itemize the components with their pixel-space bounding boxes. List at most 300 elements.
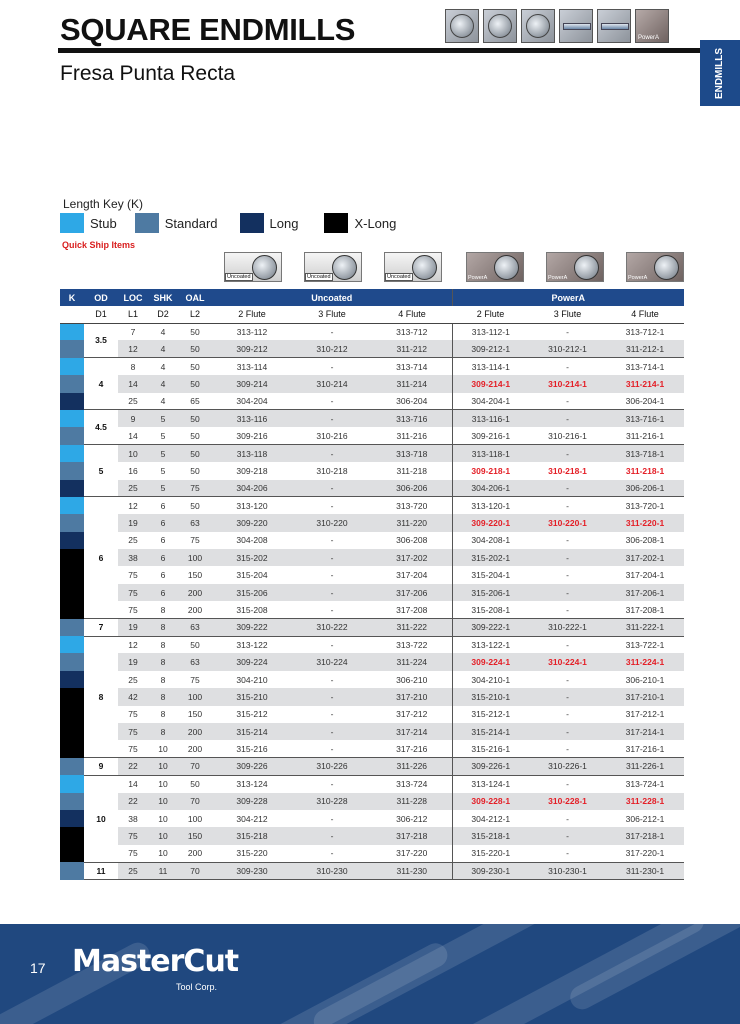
- edp-cell: 311-212-1: [606, 340, 684, 357]
- edp-cell: 313-718: [372, 445, 452, 462]
- edp-cell: 315-212: [236, 709, 268, 720]
- l2-cell: 150: [187, 570, 203, 581]
- edp-cell: 317-214: [372, 723, 452, 740]
- d2-cell: 4: [148, 393, 178, 410]
- l2-cell: 70: [178, 793, 212, 810]
- length-key-swatch: [60, 740, 84, 757]
- l2-cell: 100: [178, 688, 212, 705]
- endmill-3flute-icon: [483, 9, 517, 43]
- endmill-spec-table: [60, 289, 684, 880]
- edp-cell: 304-210-1: [452, 671, 529, 688]
- edp-cell: 309-212-1: [452, 340, 529, 357]
- l1-cell: 75: [118, 740, 148, 757]
- edp-cell: 311-222-1: [606, 619, 684, 636]
- edp-cell: 310-226-1: [529, 758, 606, 775]
- edp-cell: 304-208: [236, 535, 268, 546]
- length-key-swatch: [60, 549, 84, 566]
- d2-cell: 6: [148, 584, 178, 601]
- edp-cell: -: [292, 480, 372, 497]
- l1-cell: 38: [128, 813, 138, 824]
- edp-cell: 317-204-1: [625, 570, 665, 581]
- edp-cell: 311-224-1: [606, 653, 684, 670]
- edp-cell: 313-724: [396, 779, 428, 790]
- edp-cell: 313-124-1: [452, 775, 529, 792]
- table-row: [60, 358, 684, 375]
- edp-cell: 317-202-1: [606, 549, 684, 566]
- length-key-swatch: [60, 636, 84, 653]
- edp-cell: 309-224-1: [452, 653, 529, 670]
- edp-cell: 315-208: [212, 601, 292, 618]
- edp-cell: -: [330, 361, 334, 372]
- d2-cell: 4: [148, 340, 178, 357]
- edp-cell: 315-210: [212, 688, 292, 705]
- edp-cell: 317-216-1: [606, 740, 684, 757]
- edp-cell: 309-218-1: [452, 462, 529, 479]
- d2-cell: 6: [148, 514, 178, 531]
- length-key-swatch: [60, 775, 84, 792]
- edp-cell: 313-712-1: [625, 326, 665, 337]
- length-key-swatch: [60, 427, 84, 444]
- d2-cell: 8: [148, 723, 178, 740]
- edp-cell: 306-206: [372, 480, 452, 497]
- l1-cell: 75: [118, 723, 148, 740]
- edp-cell: 310-224-1: [529, 653, 606, 670]
- l1-cell: 22: [118, 758, 148, 775]
- d2-cell: 5: [160, 465, 166, 476]
- od-cell: 4: [84, 358, 118, 410]
- edp-cell: 304-206-1: [452, 480, 529, 497]
- length-key-swatch: [60, 497, 84, 514]
- length-key-swatch: [60, 514, 84, 531]
- d2-cell: 5: [148, 427, 178, 444]
- edp-cell: 306-208: [396, 535, 428, 546]
- l2-cell: 150: [187, 709, 203, 720]
- l1-cell: 42: [118, 688, 148, 705]
- l2-cell: 75: [190, 674, 200, 685]
- edp-cell: -: [566, 813, 569, 824]
- od-cell: 6: [84, 497, 118, 619]
- length-key-swatch: [60, 810, 84, 827]
- edp-cell: 309-218: [236, 465, 268, 476]
- d2-cell: 8: [148, 619, 178, 636]
- table-row: [60, 827, 684, 844]
- l2-cell: 50: [178, 427, 212, 444]
- edp-cell: 311-228: [372, 793, 452, 810]
- length-key-swatch: [60, 845, 84, 862]
- edp-cell: 317-204: [396, 570, 428, 581]
- edp-cell: -: [292, 393, 372, 410]
- l1-cell: 38: [118, 549, 148, 566]
- l2-cell: 50: [190, 326, 200, 337]
- table-row: [60, 410, 684, 427]
- l2-cell: 150: [178, 827, 212, 844]
- edp-cell: 311-226-1: [606, 758, 684, 775]
- subhead-uncoated-2flute: 2 Flute: [212, 306, 292, 323]
- edp-cell: 311-218: [396, 465, 428, 476]
- edp-cell: 315-216-1: [452, 740, 529, 757]
- edp-cell: -: [566, 361, 569, 372]
- table-row: [60, 653, 684, 670]
- edp-cell: 309-226-1: [452, 758, 529, 775]
- edp-cell: 313-720-1: [625, 500, 665, 511]
- l1-cell: 75: [128, 709, 138, 720]
- edp-cell: -: [330, 535, 334, 546]
- subhead-l2: L2: [178, 306, 212, 323]
- edp-cell: 315-206-1: [452, 584, 529, 601]
- edp-cell: 317-210: [372, 688, 452, 705]
- edp-cell: 309-230: [212, 862, 292, 879]
- length-key-swatch: [60, 462, 84, 479]
- edp-cell: 309-220-1: [452, 514, 529, 531]
- table-row: [60, 601, 684, 618]
- edp-cell: 304-204: [212, 393, 292, 410]
- powera-label: PowerA: [638, 35, 660, 41]
- length-key-swatch: [60, 653, 84, 670]
- table-row: [60, 393, 684, 410]
- length-key-swatch: [60, 480, 84, 497]
- icon-tag: Uncoated: [387, 274, 411, 280]
- edp-cell: 311-212: [372, 340, 452, 357]
- edp-cell: 310-218: [316, 465, 348, 476]
- edp-cell: 309-228: [212, 793, 292, 810]
- l1-cell: 22: [118, 793, 148, 810]
- subhead-blank: [60, 306, 84, 323]
- edp-cell: 309-226: [212, 758, 292, 775]
- page-title: SQUARE ENDMILLS: [60, 12, 356, 47]
- edp-cell: -: [566, 709, 569, 720]
- edp-cell: 310-214-1: [529, 375, 606, 392]
- edp-cell: -: [292, 845, 372, 862]
- edp-cell: 304-204-1: [452, 393, 529, 410]
- edp-cell: 315-220-1: [452, 845, 529, 862]
- length-key-swatch: [60, 532, 84, 549]
- edp-cell: 317-210-1: [606, 688, 684, 705]
- edp-cell: 315-210-1: [452, 688, 529, 705]
- d2-cell: 8: [148, 688, 178, 705]
- d2-cell: 8: [160, 709, 166, 720]
- length-key-swatch: [60, 601, 84, 618]
- length-key-swatch: [60, 584, 84, 601]
- edp-cell: -: [566, 674, 569, 685]
- edp-cell: -: [330, 779, 334, 790]
- edp-cell: 310-216: [292, 427, 372, 444]
- l1-cell: 12: [118, 340, 148, 357]
- edp-cell: 309-230-1: [452, 862, 529, 879]
- edp-cell: 315-206: [212, 584, 292, 601]
- edp-cell: 304-206: [212, 480, 292, 497]
- edp-cell: 309-214: [212, 375, 292, 392]
- edp-cell: 306-210: [396, 674, 428, 685]
- edp-cell: -: [330, 813, 334, 824]
- column-tool-icons: [224, 252, 684, 284]
- edp-cell: 315-220: [212, 845, 292, 862]
- d2-cell: 6: [160, 500, 166, 511]
- col-powera: PowerA: [452, 289, 684, 306]
- length-key-swatch: [60, 358, 84, 375]
- l2-cell: 63: [178, 653, 212, 670]
- edp-cell: 313-716: [372, 410, 452, 427]
- l2-cell: 70: [178, 758, 212, 775]
- l2-cell: 50: [190, 465, 200, 476]
- edp-cell: 310-222: [292, 619, 372, 636]
- table-row: [60, 758, 684, 775]
- edp-cell: 310-228-1: [529, 793, 606, 810]
- edp-cell: 313-712: [396, 326, 428, 337]
- edp-cell: -: [330, 570, 334, 581]
- edp-cell: 309-228-1: [452, 793, 529, 810]
- uncoated-2flute-icon: [224, 252, 282, 282]
- d2-cell: 5: [148, 480, 178, 497]
- length-key-swatch: [60, 619, 84, 636]
- d2-cell: 10: [148, 758, 178, 775]
- edp-cell: -: [292, 445, 372, 462]
- edp-cell: 315-204-1: [452, 566, 529, 583]
- l1-cell: 75: [128, 570, 138, 581]
- endmill-side-icon: [559, 9, 593, 43]
- edp-cell: 317-218: [372, 827, 452, 844]
- edp-cell: 311-216-1: [606, 427, 684, 444]
- edp-cell: 317-220-1: [606, 845, 684, 862]
- legend-title: Length Key (K): [63, 197, 144, 211]
- edp-cell: 315-218: [212, 827, 292, 844]
- l1-cell: 12: [128, 500, 138, 511]
- edp-cell: 306-210-1: [625, 674, 665, 685]
- swatch-xlong: [324, 213, 348, 233]
- l1-cell: 14: [118, 375, 148, 392]
- edp-cell: 306-204-1: [606, 393, 684, 410]
- swatch-standard: [135, 213, 159, 233]
- edp-cell: 310-216-1: [529, 427, 606, 444]
- table-row: [60, 514, 684, 531]
- edp-cell: 310-222-1: [529, 619, 606, 636]
- edp-cell: -: [292, 827, 372, 844]
- edp-cell: 304-208-1: [452, 532, 529, 549]
- l2-cell: 75: [178, 480, 212, 497]
- d2-cell: 8: [148, 653, 178, 670]
- edp-cell: 311-222: [372, 619, 452, 636]
- edp-cell: -: [529, 723, 606, 740]
- edp-cell: 306-212-1: [625, 813, 665, 824]
- edp-cell: 315-212-1: [452, 706, 529, 723]
- legend-long: Long: [269, 215, 299, 231]
- table-row: [60, 740, 684, 757]
- legend-standard: Standard: [164, 215, 218, 231]
- length-key-swatch: [60, 862, 84, 879]
- edp-cell: 313-120: [236, 500, 268, 511]
- edp-cell: -: [529, 688, 606, 705]
- l2-cell: 200: [178, 740, 212, 757]
- l1-cell: 16: [128, 465, 138, 476]
- icon-tag: Uncoated: [307, 274, 331, 280]
- edp-cell: 313-720: [396, 500, 428, 511]
- l2-cell: 100: [187, 813, 203, 824]
- edp-cell: -: [292, 549, 372, 566]
- table-row: [60, 862, 684, 879]
- edp-cell: -: [292, 584, 372, 601]
- d2-cell: 8: [148, 601, 178, 618]
- subhead-l1: L1: [118, 306, 148, 323]
- edp-cell: -: [292, 688, 372, 705]
- l1-cell: 19: [118, 653, 148, 670]
- l2-cell: 50: [178, 340, 212, 357]
- swatch-stub: [60, 213, 84, 233]
- edp-cell: 309-216: [212, 427, 292, 444]
- edp-cell: -: [292, 740, 372, 757]
- d2-cell: 4: [160, 361, 166, 372]
- page-subtitle: Fresa Punta Recta: [60, 62, 236, 85]
- edp-cell: 313-722: [396, 639, 428, 650]
- edp-cell: 304-212: [236, 813, 268, 824]
- edp-cell: 313-122-1: [452, 636, 529, 653]
- edp-cell: -: [330, 674, 334, 685]
- edp-cell: 309-222: [212, 619, 292, 636]
- od-cell: 4.5: [84, 410, 118, 445]
- table-row: [60, 775, 684, 792]
- l1-cell: 75: [118, 584, 148, 601]
- edp-cell: 315-208-1: [452, 601, 529, 618]
- length-key-swatch: [60, 393, 84, 410]
- edp-cell: -: [292, 601, 372, 618]
- d2-cell: 10: [158, 813, 168, 824]
- endmill-shank-icon: [597, 9, 631, 43]
- length-key-swatch: [60, 323, 84, 340]
- side-tab-label: ENDMILLS: [714, 47, 726, 99]
- edp-cell: 309-224: [212, 653, 292, 670]
- l1-cell: 10: [118, 445, 148, 462]
- table-row: [60, 340, 684, 357]
- table-body: [60, 323, 684, 880]
- edp-cell: 310-226: [292, 758, 372, 775]
- edp-cell: 311-216: [372, 427, 452, 444]
- length-key-swatch: [60, 671, 84, 688]
- edp-cell: 317-206-1: [606, 584, 684, 601]
- l2-cell: 50: [178, 410, 212, 427]
- l1-cell: 25: [128, 535, 138, 546]
- edp-cell: -: [566, 535, 569, 546]
- edp-cell: 311-220-1: [606, 514, 684, 531]
- edp-cell: -: [529, 410, 606, 427]
- subhead-uncoated-3flute: 3 Flute: [292, 306, 372, 323]
- edp-cell: 313-120-1: [452, 497, 529, 514]
- col-shk: SHK: [148, 289, 178, 306]
- edp-cell: 309-216-1: [452, 427, 529, 444]
- l1-cell: 14: [128, 779, 138, 790]
- edp-cell: -: [529, 393, 606, 410]
- l2-cell: 50: [190, 639, 200, 650]
- edp-cell: 311-220: [372, 514, 452, 531]
- l2-cell: 50: [178, 375, 212, 392]
- l1-cell: 25: [128, 674, 138, 685]
- page-number: 17: [30, 960, 46, 976]
- edp-cell: 310-218-1: [548, 465, 587, 476]
- uncoated-3flute-icon: [304, 252, 362, 282]
- l1-cell: 75: [118, 601, 148, 618]
- l2-cell: 63: [178, 619, 212, 636]
- d2-cell: 5: [148, 445, 178, 462]
- l1-cell: 8: [130, 361, 136, 372]
- edp-cell: 317-216: [372, 740, 452, 757]
- d2-cell: 4: [160, 326, 166, 337]
- table-head-row: [60, 289, 684, 306]
- edp-cell: 313-114-1: [452, 358, 529, 375]
- table-row: [60, 445, 684, 462]
- edp-cell: 311-224: [372, 653, 452, 670]
- edp-cell: -: [529, 445, 606, 462]
- od-cell: 7: [84, 619, 118, 636]
- edp-cell: 313-124: [236, 779, 268, 790]
- edp-cell: 317-208-1: [606, 601, 684, 618]
- subhead-powera-2flute: 2 Flute: [452, 306, 529, 323]
- l2-cell: 50: [190, 500, 200, 511]
- icon-tag: PowerA: [548, 275, 568, 281]
- col-k: K: [60, 289, 84, 306]
- edp-cell: 311-214-1: [606, 375, 684, 392]
- length-key-swatch: [60, 827, 84, 844]
- edp-cell: -: [529, 584, 606, 601]
- section-side-tab[interactable]: [700, 40, 740, 106]
- powera-coating-icon: [635, 9, 669, 43]
- edp-cell: 311-226: [372, 758, 452, 775]
- d2-cell: 11: [148, 862, 178, 879]
- edp-cell: 311-230: [372, 862, 452, 879]
- table-row: [60, 810, 684, 827]
- edp-cell: 315-216: [212, 740, 292, 757]
- l2-cell: 200: [178, 845, 212, 862]
- edp-cell: 315-202-1: [452, 549, 529, 566]
- d2-cell: 6: [160, 570, 166, 581]
- edp-cell: 306-212: [396, 813, 428, 824]
- powera-2flute-icon: [466, 252, 524, 282]
- edp-cell: -: [529, 480, 606, 497]
- icon-tag: Uncoated: [227, 274, 251, 280]
- powera-3flute-icon: [546, 252, 604, 282]
- l2-cell: 63: [178, 514, 212, 531]
- edp-cell: 309-212: [212, 340, 292, 357]
- d2-cell: 10: [148, 827, 178, 844]
- edp-cell: -: [330, 326, 334, 337]
- edp-cell: -: [529, 740, 606, 757]
- subhead-powera-3flute: 3 Flute: [529, 306, 606, 323]
- edp-cell: 313-122: [236, 639, 268, 650]
- mastercut-logo: MasterCut: [72, 944, 239, 979]
- l1-cell: 12: [128, 639, 138, 650]
- edp-cell: 317-214-1: [606, 723, 684, 740]
- edp-cell: 309-222-1: [452, 619, 529, 636]
- table-row: [60, 480, 684, 497]
- edp-cell: 313-714: [396, 361, 428, 372]
- endmill-4flute-icon: [521, 9, 555, 43]
- edp-cell: 310-228: [292, 793, 372, 810]
- od-cell: 5: [84, 445, 118, 497]
- edp-cell: 304-210: [236, 674, 268, 685]
- table-row: [60, 566, 684, 583]
- edp-cell: 306-208-1: [625, 535, 665, 546]
- title-rule: [58, 48, 740, 53]
- edp-cell: 313-118: [212, 445, 292, 462]
- edp-cell: 317-208: [372, 601, 452, 618]
- edp-cell: 317-220: [372, 845, 452, 862]
- l2-cell: 75: [190, 535, 200, 546]
- edp-cell: -: [529, 827, 606, 844]
- swatch-long: [240, 213, 264, 233]
- powera-4flute-icon: [626, 252, 684, 282]
- edp-cell: -: [566, 570, 569, 581]
- table-row: [60, 688, 684, 705]
- l1-cell: 7: [130, 326, 136, 337]
- table-row: [60, 427, 684, 444]
- edp-cell: 310-230: [292, 862, 372, 879]
- edp-cell: 311-230-1: [606, 862, 684, 879]
